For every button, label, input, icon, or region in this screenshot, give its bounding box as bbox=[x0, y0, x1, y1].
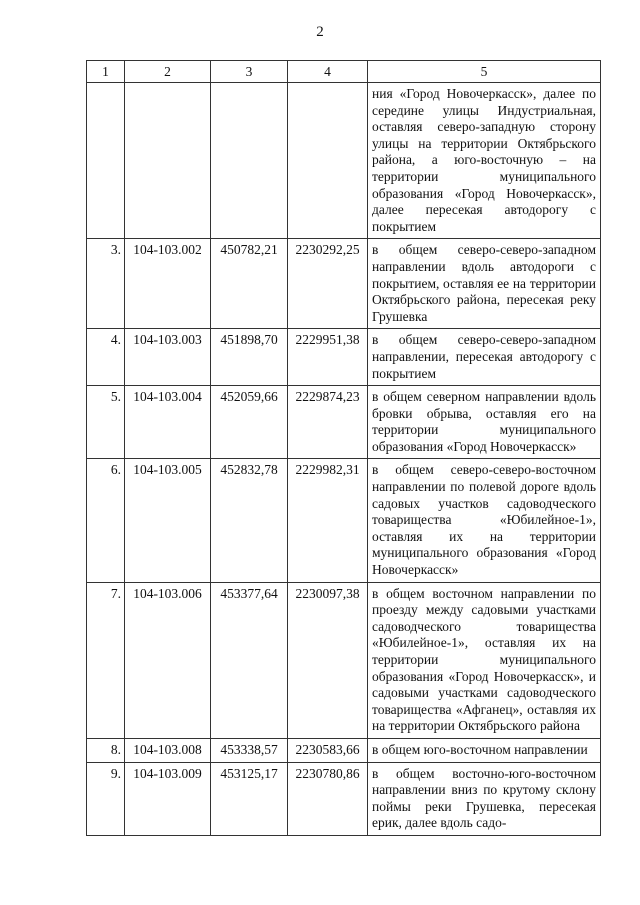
x-coordinate-cell: 452059,66 bbox=[211, 386, 288, 459]
description-cell: в общем восточно-юго-восточном направлении вниз по крутому склону поймы реки Грушевка, пересекая ерик, далее вдоль садо- bbox=[368, 762, 601, 835]
boundary-table bbox=[86, 60, 601, 836]
table-header-row bbox=[87, 61, 601, 83]
description-cell: ния «Город Новочеркасск», далее по середине улицы Индустриальная, оставляя северо-западную сторону улицы на территории Октябрьского района, а юго-восточную – на территории муниципального образования «Город Новочеркасск», далее пересекая автодорогу с покрытием bbox=[368, 83, 601, 239]
column-header-3: 3 bbox=[211, 61, 288, 83]
x-coordinate-cell: 453338,57 bbox=[211, 738, 288, 762]
table-row bbox=[87, 582, 601, 738]
table-row-continuation bbox=[87, 83, 601, 239]
table-row bbox=[87, 329, 601, 386]
row-number-cell: 6. bbox=[87, 459, 125, 582]
x-coordinate-cell: 452832,78 bbox=[211, 459, 288, 582]
y-coordinate-cell: 2230780,86 bbox=[288, 762, 368, 835]
point-code-cell: 104-103.008 bbox=[125, 738, 211, 762]
point-code-cell: 104-103.005 bbox=[125, 459, 211, 582]
description-cell: в общем северо-северо-восточном направлении по полевой дороге вдоль садовых участков садоводческого товарищества «Юбилейное-1», оставляя их на территории муниципального образования «Город Новочеркасск» bbox=[368, 459, 601, 582]
row-number-cell: 8. bbox=[87, 738, 125, 762]
description-cell: в общем юго-восточном направлении bbox=[368, 738, 601, 762]
point-code-cell: 104-103.006 bbox=[125, 582, 211, 738]
point-code-cell: 104-103.002 bbox=[125, 239, 211, 329]
table-row bbox=[87, 386, 601, 459]
point-code-cell: 104-103.009 bbox=[125, 762, 211, 835]
table-row bbox=[87, 738, 601, 762]
empty-cell bbox=[288, 83, 368, 239]
y-coordinate-cell: 2230583,66 bbox=[288, 738, 368, 762]
page-number: 2 bbox=[316, 24, 324, 40]
row-number-cell: 5. bbox=[87, 386, 125, 459]
row-number-cell: 4. bbox=[87, 329, 125, 386]
column-header-2: 2 bbox=[125, 61, 211, 83]
table-row bbox=[87, 239, 601, 329]
column-header-5: 5 bbox=[368, 61, 601, 83]
empty-cell bbox=[211, 83, 288, 239]
x-coordinate-cell: 450782,21 bbox=[211, 239, 288, 329]
description-cell: в общем северо-северо-западном направлении вдоль автодороги с покрытием, оставляя ее на территории Октябрьского района, пересекая реку Грушевка bbox=[368, 239, 601, 329]
y-coordinate-cell: 2229874,23 bbox=[288, 386, 368, 459]
y-coordinate-cell: 2229982,31 bbox=[288, 459, 368, 582]
description-cell: в общем северо-северо-западном направлении, пересекая автодорогу с покрытием bbox=[368, 329, 601, 386]
x-coordinate-cell: 451898,70 bbox=[211, 329, 288, 386]
table-row bbox=[87, 459, 601, 582]
x-coordinate-cell: 453377,64 bbox=[211, 582, 288, 738]
empty-cell bbox=[87, 83, 125, 239]
column-header-1: 1 bbox=[87, 61, 125, 83]
row-number-cell: 7. bbox=[87, 582, 125, 738]
x-coordinate-cell: 453125,17 bbox=[211, 762, 288, 835]
table-row bbox=[87, 762, 601, 835]
y-coordinate-cell: 2229951,38 bbox=[288, 329, 368, 386]
point-code-cell: 104-103.003 bbox=[125, 329, 211, 386]
description-cell: в общем восточном направлении по проезду между садовыми участками садоводческого товарищества «Юбилейное-1», оставляя их на территории муниципального образования «Город Новочеркасск», и садовыми участками садоводческого товарищества «Афганец», оставляя их на территории Октябрьского района bbox=[368, 582, 601, 738]
empty-cell bbox=[125, 83, 211, 239]
column-header-4: 4 bbox=[288, 61, 368, 83]
row-number-cell: 3. bbox=[87, 239, 125, 329]
row-number-cell: 9. bbox=[87, 762, 125, 835]
description-cell: в общем северном направлении вдоль бровки обрыва, оставляя его на территории муниципального образования «Город Новочеркасск» bbox=[368, 386, 601, 459]
point-code-cell: 104-103.004 bbox=[125, 386, 211, 459]
y-coordinate-cell: 2230292,25 bbox=[288, 239, 368, 329]
y-coordinate-cell: 2230097,38 bbox=[288, 582, 368, 738]
